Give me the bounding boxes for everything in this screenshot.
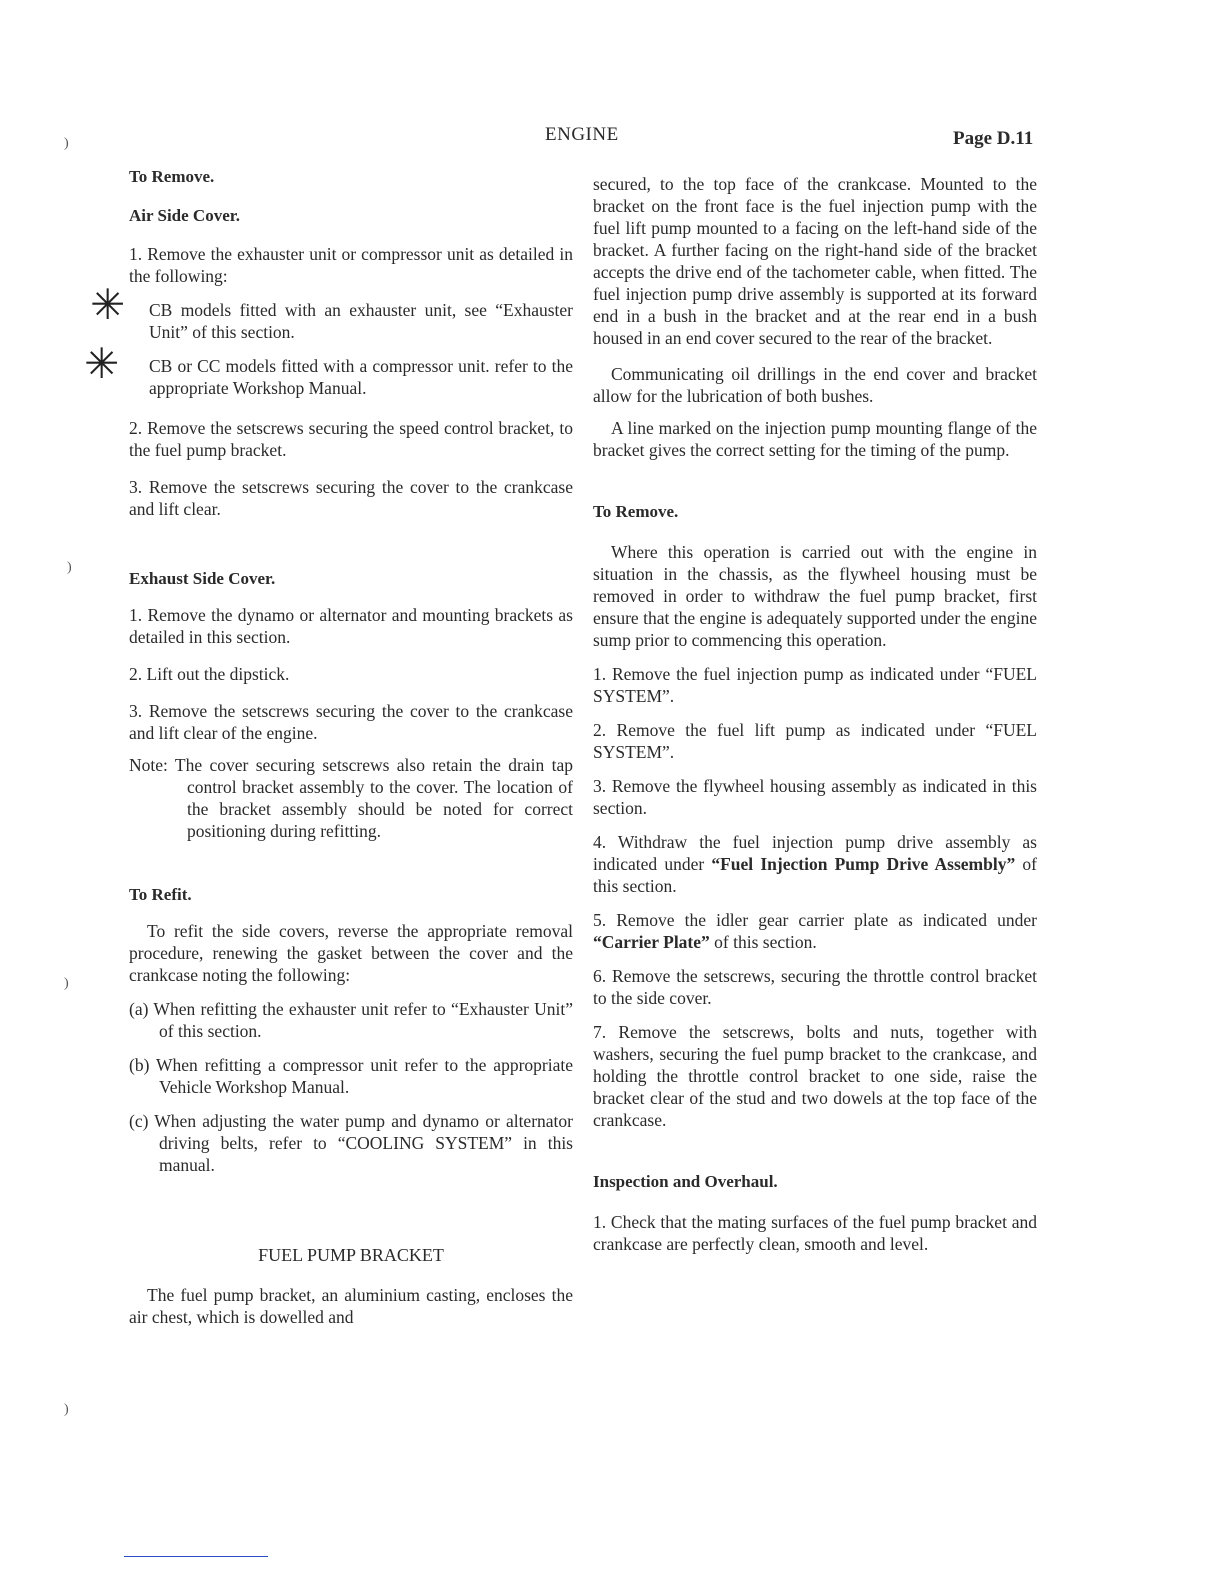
margin-mark: ) bbox=[64, 136, 69, 151]
step-air-cc: CB or CC models fitted with a compressor unit. refer to the appropriate Workshop Manual. bbox=[149, 356, 573, 398]
step-rem-5-text: 5. Remove the idler gear carrier plate as indicated under bbox=[593, 910, 1037, 930]
right-column bbox=[593, 173, 1037, 1255]
step-rem-4-ref: “Fuel Injection Pump Drive Assembly” bbox=[711, 854, 1016, 874]
step-rem-5-tail: of this section. bbox=[709, 932, 817, 952]
step-air-1: 1. Remove the exhauster unit or compressor unit as detailed in the following: bbox=[129, 244, 573, 286]
page-number: Page D.11 bbox=[953, 128, 1034, 149]
cont-paragraph-1: secured, to the top face of the crankcase. Mounted to the bracket on the front face is the fuel injection pump with the fuel lift pump mounted to a facing on the left-hand side of the bracket. A further facing on the right-hand side of the bracket accepts the drive end of the tachometer cable, when fitted. The fuel injection pump drive assembly is supported at its forward end in a bush in the bracket and at the rear end in a bush housed in an end cover secured to the rear of the bracket. bbox=[593, 174, 1037, 348]
cont-paragraph-3: A line marked on the injection pump mounting flange of the bracket gives the correct setting for the timing of the pump. bbox=[593, 418, 1037, 460]
step-air-3: 3. Remove the setscrews securing the cover to the crankcase and lift clear. bbox=[129, 477, 573, 519]
step-rem-5 bbox=[593, 909, 1037, 953]
margin-mark: ) bbox=[67, 560, 72, 575]
step-rem-1: 1. Remove the fuel injection pump as indicated under “FUEL SYSTEM”. bbox=[593, 664, 1037, 706]
note-ex: Note: The cover securing setscrews also retain the drain tap control bracket assembly to the cover. The location of the bracket assembly should be noted for correct positioning during refitting. bbox=[129, 755, 573, 841]
step-air-cb: CB models fitted with an exhauster unit, see “Exhauster Unit” of this section. bbox=[149, 300, 573, 342]
step-air-2: 2. Remove the setscrews securing the speed control bracket, to the fuel pump bracket. bbox=[129, 418, 573, 460]
step-ex-2: 2. Lift out the dipstick. bbox=[129, 664, 290, 684]
heading-inspection: Inspection and Overhaul. bbox=[593, 1172, 778, 1191]
heading-air-side-cover: Air Side Cover. bbox=[129, 206, 240, 225]
step-rem-5-ref: “Carrier Plate” bbox=[593, 932, 710, 952]
remove-intro: Where this operation is carried out with the engine in situation in the chassis, as the flywheel housing must be removed in order to withdraw the fuel pump bracket, first ensure that the engine is adequately supported under the engine sump prior to commencing this operation. bbox=[593, 542, 1037, 650]
cont-paragraph-2: Communicating oil drillings in the end cover and bracket allow for the lubrication of both bushes. bbox=[593, 364, 1037, 406]
footer-rule bbox=[124, 1556, 268, 1557]
step-rem-7: 7. Remove the setscrews, bolts and nuts, together with washers, securing the fuel pump bracket to the crankcase, and holding the throttle control bracket to one side, raise the bracket clear of the stud and two dowels at the top face of the crankcase. bbox=[593, 1022, 1037, 1130]
heading-exhaust-side-cover: Exhaust Side Cover. bbox=[129, 569, 276, 588]
step-rem-4-text: 4. Withdraw the fuel injection pump drive assembly as indicated under bbox=[593, 832, 1037, 874]
margin-mark: ) bbox=[64, 976, 69, 991]
step-insp-1: 1. Check that the mating surfaces of the fuel pump bracket and crankcase are perfectly clean, smooth and level. bbox=[593, 1212, 1037, 1254]
heading-to-refit: To Refit. bbox=[129, 885, 192, 904]
heading-to-remove: To Remove. bbox=[129, 167, 215, 186]
refit-c: (c) When adjusting the water pump and dynamo or alternator driving belts, refer to “COOLING SYSTEM” in this manual. bbox=[129, 1111, 573, 1175]
step-rem-3: 3. Remove the flywheel housing assembly as indicated in this section. bbox=[593, 776, 1037, 818]
step-ex-1: 1. Remove the dynamo or alternator and mounting brackets as detailed in this section. bbox=[129, 605, 573, 647]
page-header-title: ENGINE bbox=[545, 124, 619, 145]
refit-intro: To refit the side covers, reverse the appropriate removal procedure, renewing the gasket between the cover and the crankcase noting the following: bbox=[129, 921, 573, 985]
heading-fuel-pump-bracket: FUEL PUMP BRACKET bbox=[258, 1245, 444, 1265]
step-rem-4 bbox=[593, 831, 1037, 897]
fpb-intro: The fuel pump bracket, an aluminium casting, encloses the air chest, which is dowelled and bbox=[129, 1285, 573, 1327]
asterisk-annotation-icon: ✳ bbox=[84, 339, 120, 388]
step-rem-2: 2. Remove the fuel lift pump as indicated under “FUEL SYSTEM”. bbox=[593, 720, 1037, 762]
step-ex-3: 3. Remove the setscrews securing the cover to the crankcase and lift clear of the engine. bbox=[129, 701, 573, 743]
heading-to-remove-right: To Remove. bbox=[593, 502, 679, 521]
asterisk-annotation-icon: ✳ bbox=[90, 280, 126, 329]
refit-a: (a) When refitting the exhauster unit refer to “Exhauster Unit” of this section. bbox=[129, 999, 573, 1041]
left-column bbox=[129, 166, 573, 1328]
step-rem-6: 6. Remove the setscrews, securing the throttle control bracket to the side cover. bbox=[593, 966, 1037, 1008]
margin-mark: ) bbox=[64, 1402, 69, 1417]
step-rem-4-tail: of this section. bbox=[593, 854, 1037, 896]
refit-b: (b) When refitting a compressor unit refer to the appropriate Vehicle Workshop Manual. bbox=[129, 1055, 573, 1097]
